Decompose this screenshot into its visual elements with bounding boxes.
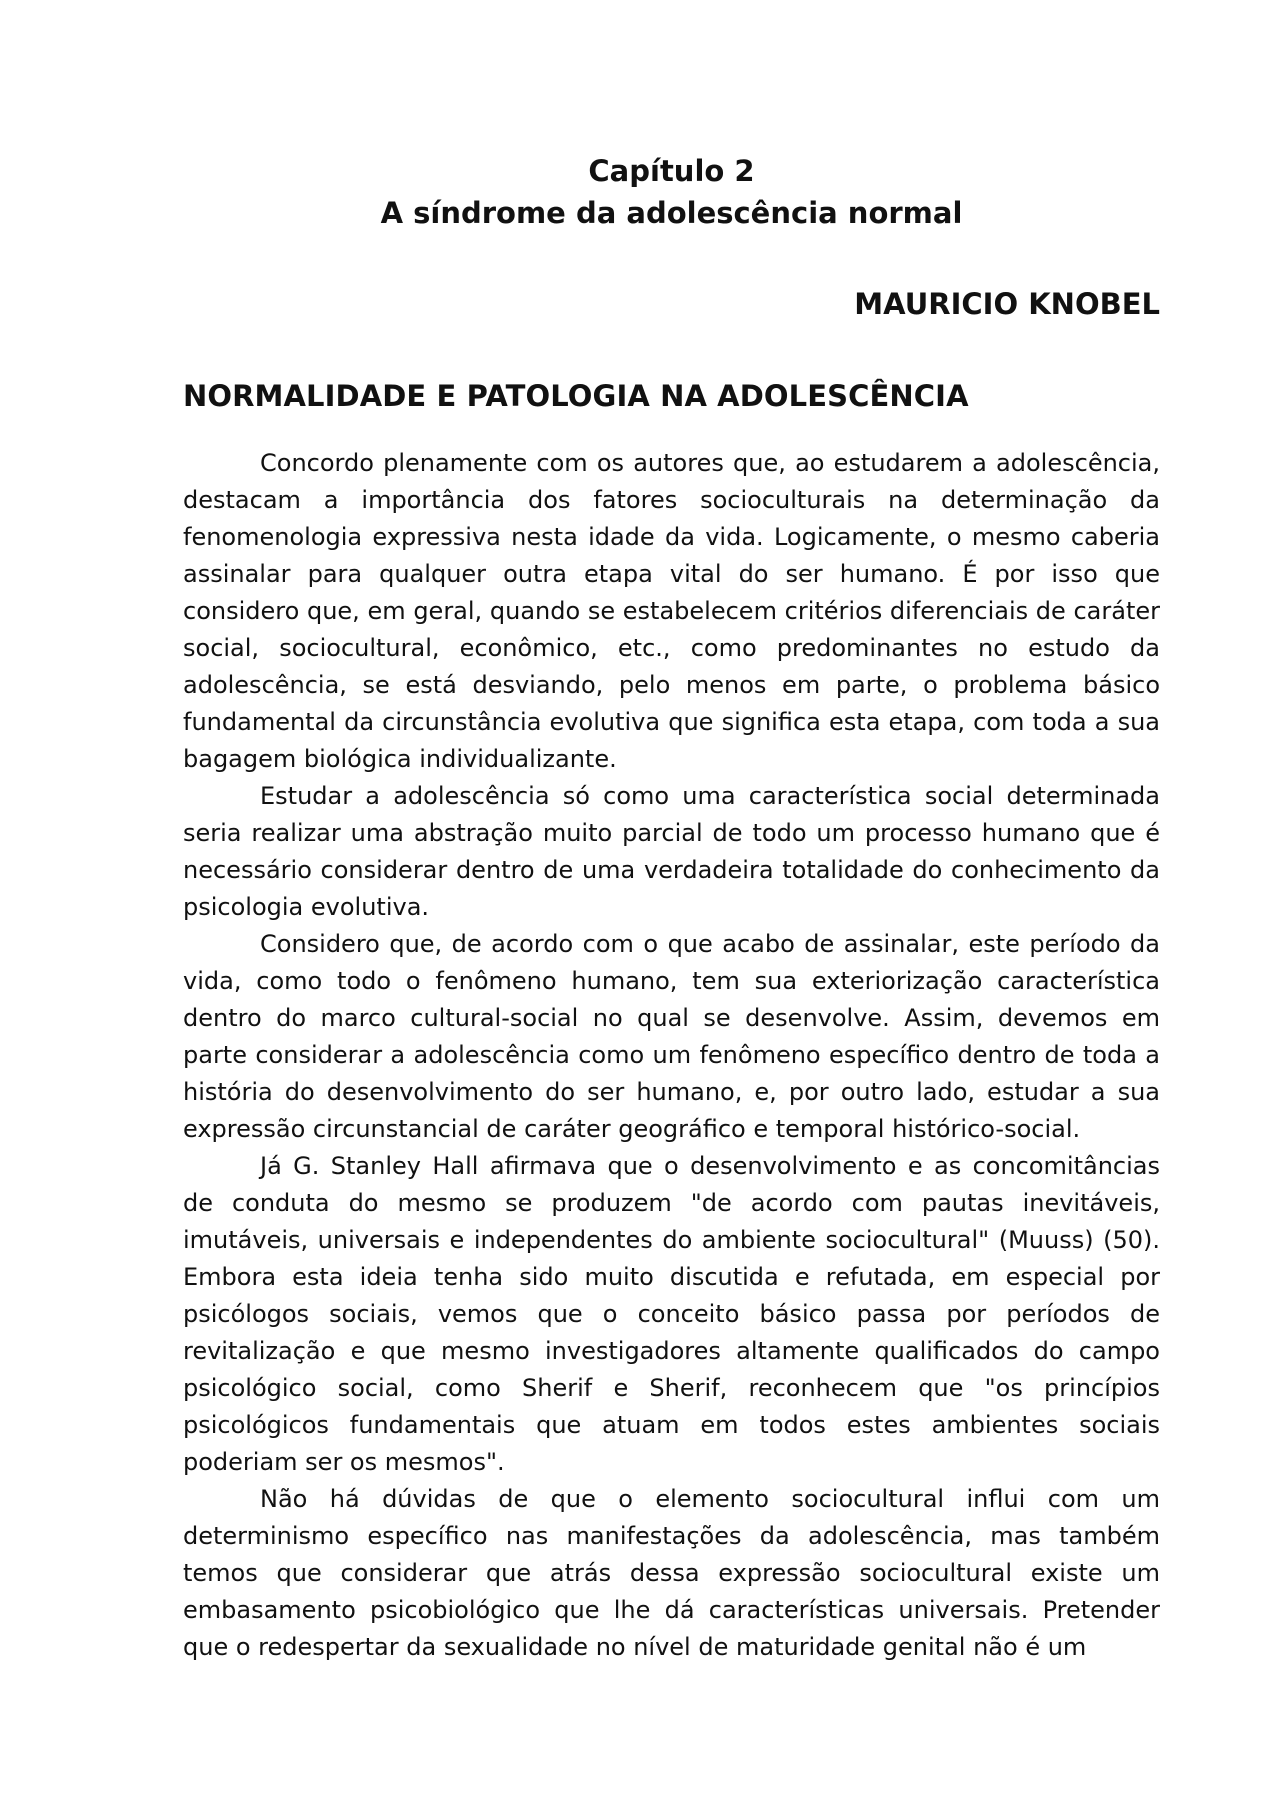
paragraph: Não há dúvidas de que o elemento sociocultural influi com um determinismo específico nas manifestações da adolescência, mas também temos que considerar que atrás dessa expressão sociocultural existe um embasamento psicobiológico que lhe dá características universais. Pretender que o redespertar da sexualidade no nível de maturidade genital não é um — [183, 1485, 1160, 1661]
page-content — [183, 150, 1160, 1666]
paragraph: Já G. Stanley Hall afirmava que o desenvolvimento e as concomitâncias de conduta do mesmo se produzem "de acordo com pautas inevitáveis, imutáveis, universais e independentes do ambiente sociocultural" (Muuss) (50). Embora esta ideia tenha sido muito discutida e refutada, em especial por psicólogos sociais, vemos que o conceito básico passa por períodos de revitalização e que mesmo investigadores altamente qualificados do campo psicológico social, como Sherif e Sherif, reconhecem que "os princípios psicológicos fundamentais que atuam em todos estes ambientes sociais poderiam ser os mesmos". — [183, 1152, 1160, 1476]
chapter-header — [183, 150, 1160, 234]
paragraph: Concordo plenamente com os autores que, ao estudarem a adolescência, destacam a importância dos fatores socioculturais na determinação da fenomenologia expressiva nesta idade da vida. Logicamente, o mesmo caberia assinalar para qualquer outra etapa vital do ser humano. É por isso que considero que, em geral, quando se estabelecem critérios diferenciais de caráter social, sociocultural, econômico, etc., como predominantes no estudo da adolescência, se está desviando, pelo menos em parte, o problema básico fundamental da circunstância evolutiva que significa esta etapa, com toda a sua bagagem biológica individualizante. — [183, 449, 1160, 773]
chapter-number: Capítulo 2 — [588, 154, 755, 188]
section-title: NORMALIDADE E PATOLOGIA NA ADOLESCÊNCIA — [183, 379, 969, 413]
chapter-title: A síndrome da adolescência normal — [380, 196, 963, 230]
paragraph: Estudar a adolescência só como uma característica social determinada seria realizar uma abstração muito parcial de todo um processo humano que é necessário considerar dentro de uma verdadeira totalidade do conhecimento da psicologia evolutiva. — [183, 782, 1160, 921]
body-text — [183, 445, 1160, 1666]
author-name: MAURICIO KNOBEL — [854, 287, 1160, 321]
paragraph: Considero que, de acordo com o que acabo de assinalar, este período da vida, como todo o fenômeno humano, tem sua exteriorização característica dentro do marco cultural-social no qual se desenvolve. Assim, devemos em parte considerar a adolescência como um fenômeno específico dentro de toda a história do desenvolvimento do ser humano, e, por outro lado, estudar a sua expressão circunstancial de caráter geográfico e temporal histórico-social. — [183, 930, 1160, 1143]
